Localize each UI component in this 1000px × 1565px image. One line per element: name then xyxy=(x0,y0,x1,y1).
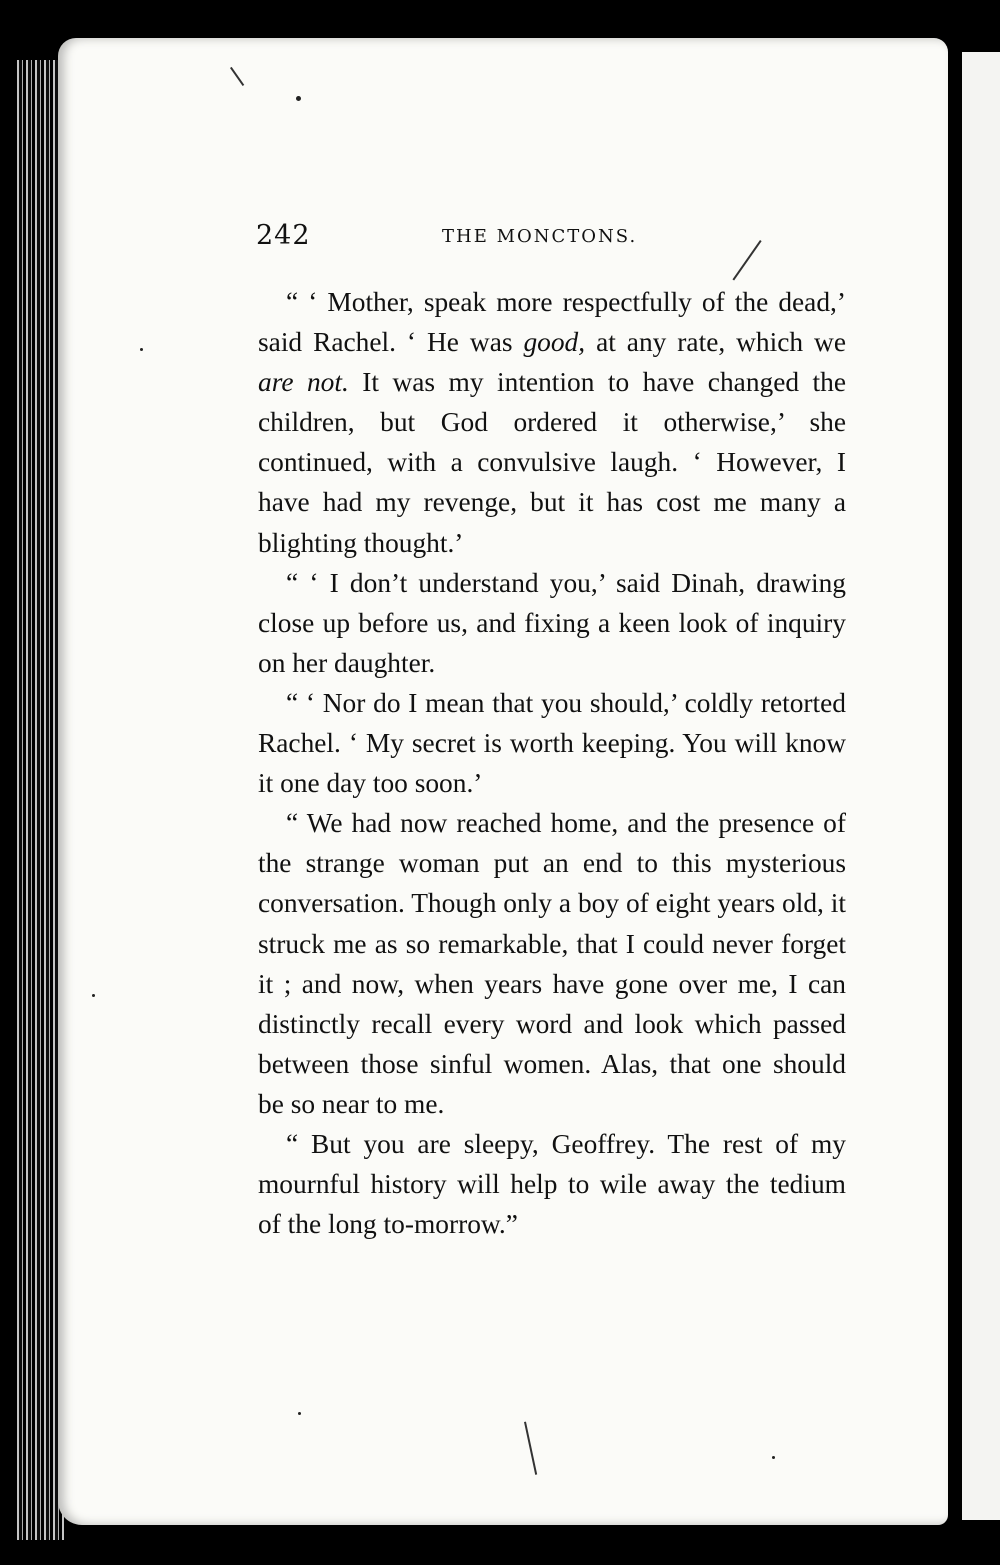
italic-run: good, xyxy=(523,327,586,358)
page-number: 242 xyxy=(256,220,311,251)
paragraph xyxy=(258,803,846,1124)
text-run: “ ‘ Mother, speak more respectfully of the dead,’ said Rachel. ‘ He was xyxy=(258,287,846,358)
page-stack-edge xyxy=(14,60,64,1540)
ink-speck xyxy=(92,994,95,997)
text-run: “ But you are sleepy, Geoffrey. The rest of my mournful history will help to wile away the tedium of the long to-morrow.” xyxy=(258,1128,846,1240)
paragraph xyxy=(258,282,846,563)
text-run: “ ‘ Nor do I mean that you should,’ coldly retorted Rachel. ‘ My secret is worth keeping. You will know it one day too soon.’ xyxy=(258,687,846,799)
body-text xyxy=(258,282,846,1244)
facing-page-edge xyxy=(962,52,1000,1520)
italic-run: are not. xyxy=(258,367,349,398)
text-run: “ ‘ I don’t understand you,’ said Dinah, drawing close up before us, and fixing a keen look of inquiry on her daughter. xyxy=(258,567,846,678)
text-run: It was my intention to have changed the children, but God ordered it otherwise,’ she continued, with a convulsive laugh. ‘ However, I have had my revenge, but it has cost me many a blighting thought.’ xyxy=(258,367,846,558)
paragraph xyxy=(258,563,846,683)
text-run: at any rate, which we xyxy=(585,327,846,358)
ink-speck xyxy=(140,348,143,351)
ink-speck xyxy=(298,1412,301,1415)
text-run: “ We had now reached home, and the presence of the strange woman put an end to this mysterious conversation. Though only a boy of eight years old, it struck me as so remarkable, that I could never forget it ; and now, when years have gone over me, I can distinctly recall every word and look which passed between those sinful women. Alas, that one should be so near to me. xyxy=(258,808,846,1119)
ink-speck xyxy=(772,1456,775,1459)
paragraph xyxy=(258,1124,846,1244)
running-head: THE MONCTONS. xyxy=(442,226,638,247)
paragraph xyxy=(258,683,846,803)
page-header xyxy=(256,220,856,260)
ink-speck xyxy=(296,96,301,101)
